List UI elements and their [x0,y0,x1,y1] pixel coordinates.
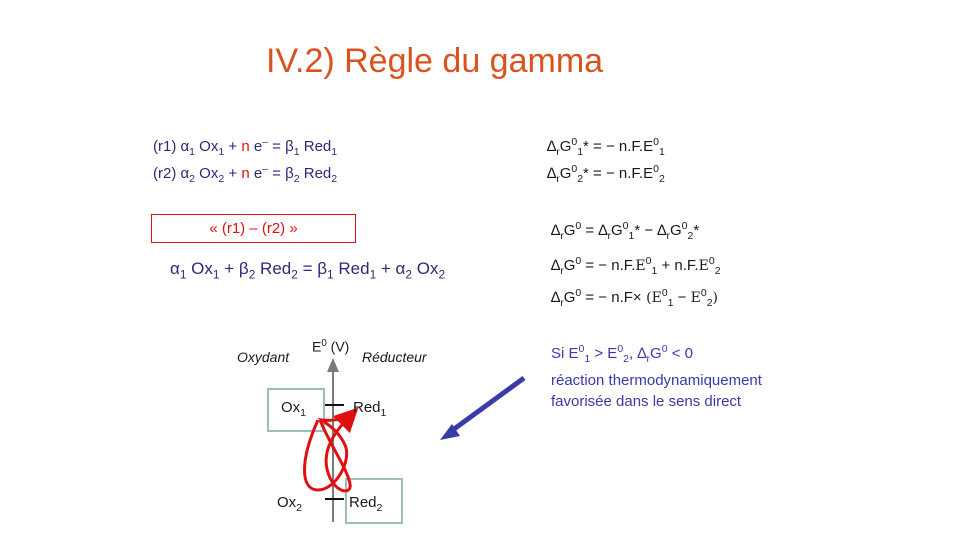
reaction-r2: (r2) $\alpha_2$ $Ox_2 + n$ $e^- = \beta_2$ Red$_2$ [153,163,338,185]
red2-label: Red$_2$ [349,494,383,514]
conclusion-condition: Si $E^0_1 > E^0_2$, $\Delta_rG^0 < 0$ [551,343,693,365]
delta-g-combination: $\Delta_rG^0 = \Delta_rG^0_1* - \Delta_rG^0_2*$ [551,220,700,242]
conclusion-line-2: réaction thermodynamiquement [551,372,762,389]
conclusion-line-3: favorisée dans le sens direct [551,393,742,410]
reductor-label: Réducteur [362,349,427,365]
global-equation: $\alpha_1$ $Ox_1 + \beta_2$ $Red_2 = \beta_1$ $Red_1 + \alpha_2$ $Ox_2$ [170,259,446,282]
pointer-arrow-shaft [450,378,524,432]
delta-g-expanded: $\Delta_rG^0$ = − $n.F.E^0_1 + n.F.E^0_2$ [551,255,721,277]
delta-g-factored: $\Delta_rG^0$ = − $n.F\times (E^0_1 - E^0_2)$ [551,287,719,309]
axis-arrowhead [327,358,339,372]
oxidant-label: Oxydant [237,349,290,365]
reaction-r1: (r1) $\alpha_1$ $Ox_1 + n$ $e^- = \beta_1$ Red$_1$ [153,136,338,158]
slide-title: IV.2) Règle du gamma [266,42,604,80]
ox1-label: $Ox_1$ [281,399,307,419]
ox2-label: $Ox_2$ [277,494,303,514]
delta-g-r1: $\Delta_rG^0_1*$ = − $n.F.E^0_1$ [547,136,665,158]
combination-label: « (r1) – (r2) » [209,220,298,237]
delta-g-r2: $\Delta_rG^0_2*$ = − $n.F.E^0_2$ [547,163,665,185]
red1-label: Red$_1$ [353,399,387,419]
axis-label: $E^0$ (V) [312,338,350,355]
